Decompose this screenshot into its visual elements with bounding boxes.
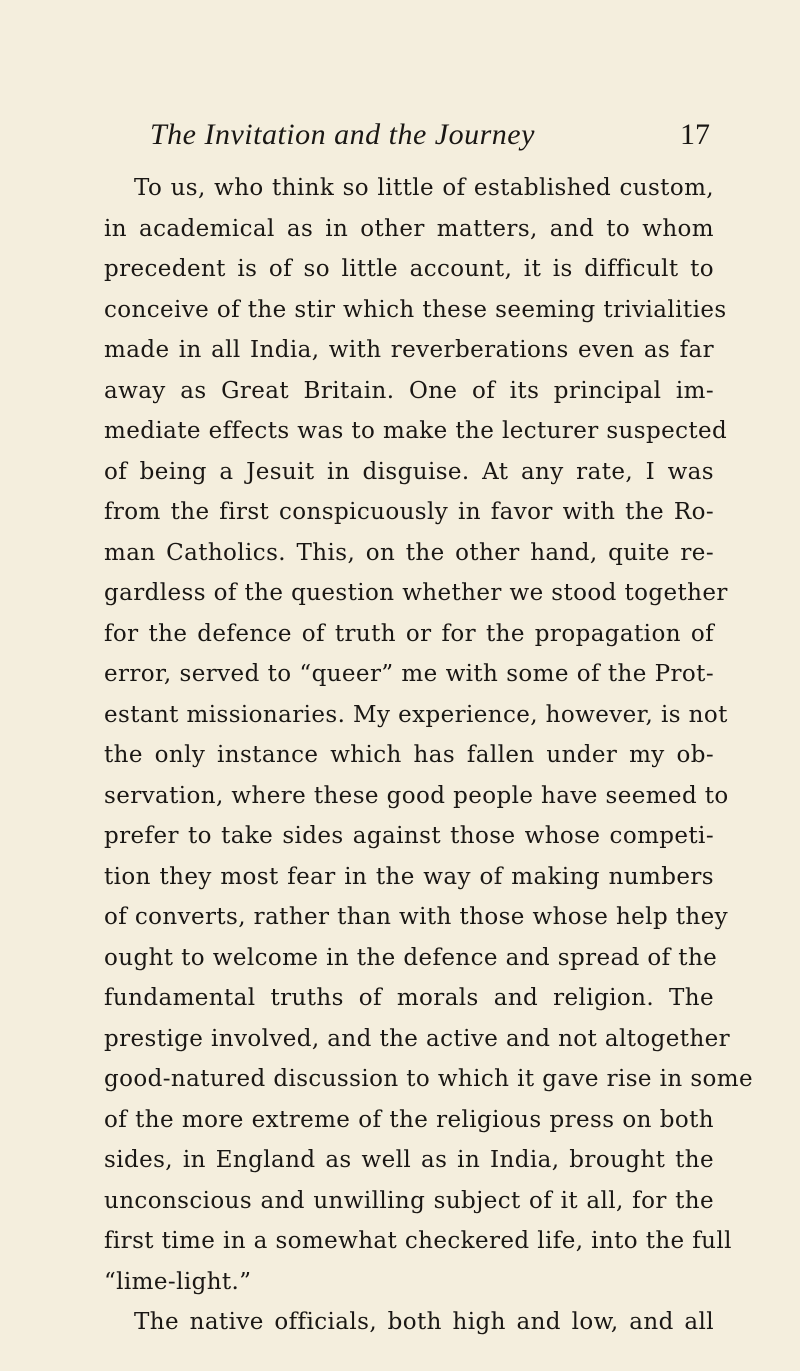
text-line: from the first conspicuously in favor with the Ro- <box>104 499 714 525</box>
text-line: first time in a somewhat checkered life, into the full <box>104 1228 732 1254</box>
text-line: servation, where these good people have seemed to <box>104 782 729 809</box>
text-line: sides, in England as well as in India, brought the <box>104 1147 714 1173</box>
text-line: fundamental truths of morals and religion. The <box>104 985 714 1011</box>
text-line: away as Great Britain. One of its principal im- <box>104 377 714 404</box>
text-line: To us, who think so little of established custom, <box>134 175 714 201</box>
page-number: 17 <box>680 118 710 151</box>
text-line: unconscious and unwilling subject of it all, for the <box>104 1187 714 1214</box>
chapter-title: The Invitation and the Journey <box>150 118 535 151</box>
text-line: for the defence of truth or for the propagation of <box>104 620 714 647</box>
text-line: conceive of the stir which these seeming trivialities <box>104 296 727 323</box>
text-line: error, served to “queer” me with some of the Prot- <box>104 661 714 687</box>
text-line: good-natured discussion to which it gave rise in some <box>104 1066 753 1092</box>
text-line: precedent is of so little account, it is difficult to <box>104 256 714 282</box>
text-line: prefer to take sides against those whose competi- <box>104 823 714 849</box>
text-line: estant missionaries. My experience, however, is not <box>104 701 728 728</box>
running-head <box>150 118 710 158</box>
text-line: The native officials, both high and low, and all <box>134 1309 714 1335</box>
text-line: of being a Jesuit in disguise. At any rate, I was <box>104 458 714 485</box>
text-line: made in all India, with reverberations even as far <box>104 337 714 363</box>
text-line: mediate effects was to make the lecturer suspected <box>104 418 728 444</box>
text-line: man Catholics. This, on the other hand, quite re- <box>104 539 714 566</box>
body-text <box>104 168 753 1343</box>
text-line: in academical as in other matters, and to whom <box>104 215 714 242</box>
text-line: of converts, rather than with those whose help they <box>104 904 729 930</box>
text-line: prestige involved, and the active and not altogether <box>104 1025 731 1052</box>
text-line: gardless of the question whether we stood together <box>104 580 728 606</box>
text-line: tion they most fear in the way of making numbers <box>104 863 714 890</box>
text-line: “lime-light.” <box>104 1268 252 1295</box>
text-line: of the more extreme of the religious press on both <box>104 1106 714 1133</box>
text-line: the only instance which has fallen under my ob- <box>104 742 714 768</box>
text-line: ought to welcome in the defence and spread of the <box>104 944 718 971</box>
